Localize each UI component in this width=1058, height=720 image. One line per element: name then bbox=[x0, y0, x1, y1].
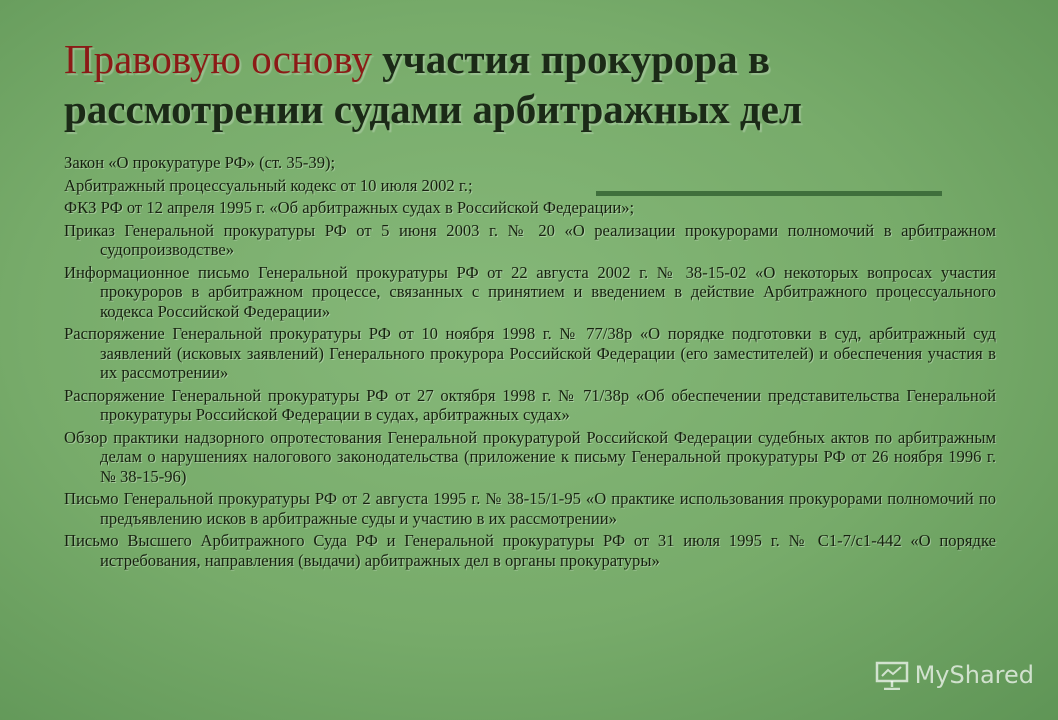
list-item: Обзор практики надзорного опротестования Генеральной прокуратурой Российской Федерации судебных актов по арбитражным делам о нарушениях налогового законодательства (приложение к письму Генеральной прокуратуры РФ от 26 ноября 1996 г. № 38-15-96) bbox=[64, 427, 996, 486]
presentation-board-icon bbox=[875, 660, 909, 690]
watermark bbox=[875, 660, 1034, 690]
list-item: ФКЗ РФ от 12 апреля 1995 г. «Об арбитражных судах в Российской Федерации»; bbox=[64, 198, 635, 217]
list-item: Письмо Генеральной прокуратуры РФ от 2 августа 1995 г. № 38-15/1-95 «О практике использования прокурорами полномочий по предъявлению исков в арбитражные суды и участию в их рассмотрении» bbox=[64, 489, 996, 528]
watermark-text: MyShared bbox=[914, 661, 1034, 689]
list-item: Письмо Высшего Арбитражного Суда РФ и Генеральной прокуратуры РФ от 31 июля 1995 г. № С1-7/с1-442 «О порядке истребования, направления (выдачи) арбитражных дел в органы прокуратуры» bbox=[64, 531, 996, 570]
slide-title bbox=[64, 34, 1024, 134]
list-item: Распоряжение Генеральной прокуратуры РФ от 10 ноября 1998 г. № 77/38р «О порядке подготовки в суд, арбитражный суд заявлений (исковых заявлений) Генерального прокурора Российской Федерации (его заместителей) и обеспечения участия в их рассмотрении» bbox=[64, 324, 996, 382]
list-item: Распоряжение Генеральной прокуратуры РФ от 27 октября 1998 г. № 71/38р «Об обеспечении представительства Генеральной прокуратуры Российской Федерации в судах, арбитражных судах» bbox=[64, 385, 996, 424]
list-item: Информационное письмо Генеральной прокуратуры РФ от 22 августа 2002 г. № 38-15-02 «О некоторых вопросах участия прокуроров в арбитражном процессе, связанных с принятием и введением в действие Арбитражного процессуального кодекса Российской Федерации» bbox=[64, 262, 996, 321]
title-accent: Правовую основу bbox=[64, 36, 372, 82]
title-rest: участия прокурора в рассмотрении судами арбитражных дел bbox=[64, 36, 802, 132]
list-item: Арбитражный процессуальный кодекс от 10 июля 2002 г.; bbox=[64, 175, 473, 195]
legal-sources-list bbox=[64, 153, 996, 573]
list-item: Закон «О прокуратуре РФ» (ст. 35-39); bbox=[64, 153, 336, 172]
list-item: Приказ Генеральной прокуратуры РФ от 5 июня 2003 г. № 20 «О реализации прокурорами полномочий в арбитражном судопроизводстве» bbox=[64, 220, 996, 259]
